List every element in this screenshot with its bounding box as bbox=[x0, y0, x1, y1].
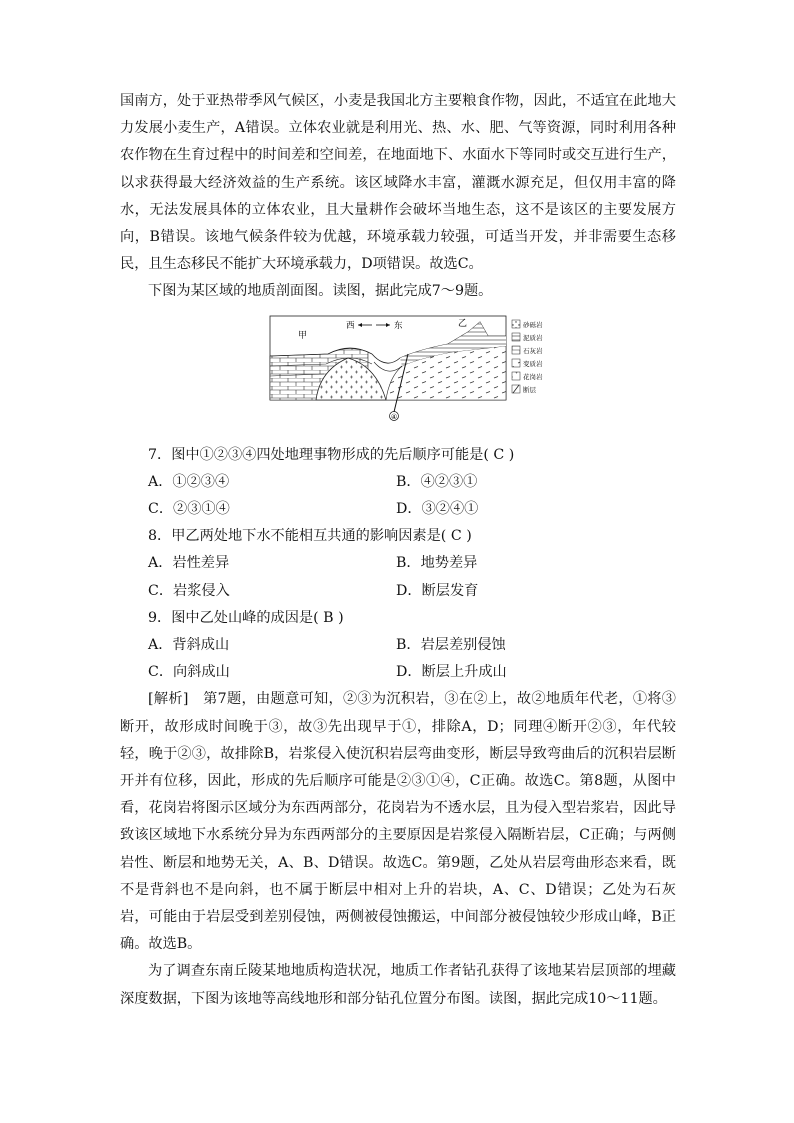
label-four: ④ bbox=[390, 412, 398, 421]
page-content bbox=[120, 88, 676, 1013]
q7-options-row1 bbox=[120, 469, 676, 496]
q9-option-c: C．向斜成山 bbox=[148, 664, 230, 681]
legend-item-3: 变质岩 bbox=[523, 359, 543, 368]
direction-east: 东 bbox=[394, 320, 403, 331]
legend-swatch-metamorphic bbox=[512, 359, 520, 367]
q8-option-d: D．断层发育 bbox=[396, 582, 479, 599]
geologic-section-figure bbox=[268, 314, 568, 436]
question-7: 7．图中①②③④四处地理事物形成的先后顺序可能是( C ) bbox=[148, 446, 515, 463]
q9-options-row2 bbox=[120, 659, 676, 686]
geologic-section-svg bbox=[268, 314, 568, 436]
direction-west: 西 bbox=[346, 320, 355, 331]
q8-option-c: C．岩浆侵入 bbox=[148, 582, 230, 599]
legend-swatch-granite bbox=[512, 372, 520, 380]
legend-item-5: 断层 bbox=[523, 385, 536, 394]
legend-item-2: 石灰岩 bbox=[523, 346, 543, 355]
question-9: 9．图中乙处山峰的成因是( B ) bbox=[148, 609, 344, 626]
label-yi: 乙 bbox=[458, 318, 468, 329]
intro-7-9: 下图为某区域的地质剖面图。读图，据此完成7～9题。 bbox=[148, 283, 493, 300]
q9-option-a: A．背斜成山 bbox=[148, 637, 230, 654]
paragraph-answer-6: 国南方，处于亚热带季风气候区，小麦是我国北方主要粮食作物，因此，不适宜在此地大力发展小麦生产，A错误。立体农业就是利用光、热、水、肥、气等资源，同时利用各种农作物在生育过程中的时间差和空间差，在地面地下、水面水下等同时或交互进行生产，以求获得最大经济效益的生产系统。该区域降水丰富，灌溉水源充足，但仅用丰富的降水，无法发展具体的立体农业，且大量耕作会破坏当地生态，这不是该区的主要发展方向，B错误。该地气候条件较为优越，环境承载力较强，可适当开发，并非需要生态移民，且生态移民不能扩大环境承载力，D项错误。故选C。 bbox=[120, 93, 676, 273]
legend-swatch-limestone bbox=[512, 346, 520, 354]
q7-option-d: D．③②④① bbox=[396, 501, 479, 518]
q8-option-b: B．地势差异 bbox=[396, 555, 478, 572]
legend-item-4: 花岗岩 bbox=[523, 372, 543, 381]
intro-10-11: 为了调查东南丘陵某地地质构造状况，地质工作者钻孔获得了该地某岩层顶部的埋藏深度数据，下图为该地等高线地形和部分钻孔位置分布图。读图，据此完成10～11题。 bbox=[120, 963, 676, 1007]
q7-options-row2 bbox=[120, 496, 676, 523]
legend-item-0: 砂砾岩 bbox=[523, 320, 543, 329]
q8-options-row2 bbox=[120, 578, 676, 605]
legend-swatch-shale bbox=[512, 333, 520, 341]
q9-option-b: B．岩层差别侵蚀 bbox=[396, 637, 506, 654]
question-8: 8．甲乙两处地下水不能相互共通的影响因素是( C ) bbox=[148, 528, 472, 545]
q7-option-b: B．④②③① bbox=[396, 473, 478, 490]
q7-option-a: A．①②③④ bbox=[148, 473, 230, 490]
q8-option-a: A．岩性差异 bbox=[148, 555, 230, 572]
analysis-7-9: [解析] 第7题，由题意可知，②③为沉积岩，③在②上，故②地质年代老，①将③断开，故形成时间晚于③，故③先出现早于①，排除A，D；同理④断开②③，年代较轻，晚于②③，故排除B，岩浆侵入使沉积岩层弯曲变形，断层导致弯曲后的沉积岩层断开并有位移，因此，形成的先后顺序可能是②③①④，C正确。故选C。第8题，从图中看，花岗岩将图示区域分为东西两部分，花岗岩为不透水层，且为侵入型岩浆岩，因此导致该区域地下水系统分异为东西两部分的主要原因是岩浆侵入隔断岩层，C正确；与两侧岩性、断层和地势无关，A、B、D错误。故选C。第9题，乙处从岩层弯曲形态来看，既不是背斜也不是向斜，也不属于断层中相对上升的岩块，A、C、D错误；乙处为石灰岩，可能由于岩层受到差别侵蚀，两侧被侵蚀搬运，中间部分被侵蚀较少形成山峰，B正确。故选B。 bbox=[120, 691, 676, 953]
legend-swatch-sand bbox=[512, 320, 520, 328]
legend bbox=[512, 320, 543, 394]
q9-options-row1 bbox=[120, 632, 676, 659]
q9-option-d: D．断层上升成山 bbox=[396, 664, 507, 681]
label-jia: 甲 bbox=[298, 330, 308, 341]
q8-options-row1 bbox=[120, 550, 676, 577]
legend-item-1: 泥质岩 bbox=[523, 333, 543, 342]
q7-option-c: C．②③①④ bbox=[148, 501, 230, 518]
